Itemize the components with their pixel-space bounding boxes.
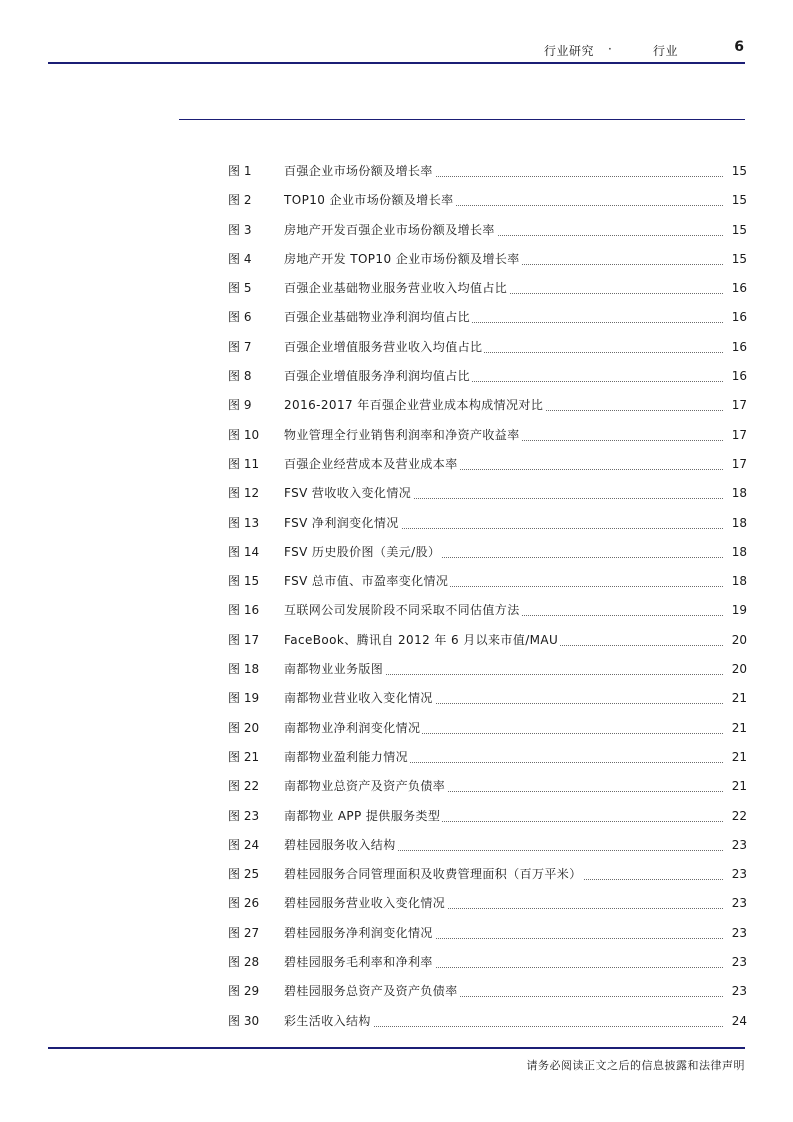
- toc-entry[interactable]: [0, 245, 793, 274]
- toc-entry[interactable]: [0, 186, 793, 215]
- toc-page-number: 16: [725, 303, 747, 332]
- toc-figure-number: 图 29: [228, 984, 260, 999]
- toc-page-number: 16: [725, 333, 747, 362]
- toc-entry[interactable]: [0, 509, 793, 538]
- toc-figure-title: FSV 营收收入变化情况: [284, 486, 412, 501]
- toc-page-number: 15: [725, 216, 747, 245]
- toc-entry[interactable]: [0, 421, 793, 450]
- toc-page-number: 21: [725, 714, 747, 743]
- page-header: [0, 36, 745, 58]
- toc-entry[interactable]: [0, 538, 793, 567]
- toc-figure-number: 图 4: [228, 251, 252, 266]
- toc-figure-number: 图 8: [228, 369, 252, 384]
- toc-page-number: 23: [725, 948, 747, 977]
- toc-entry[interactable]: [0, 567, 793, 596]
- toc-figure-title: 百强企业增值服务营业收入均值占比: [284, 339, 483, 354]
- toc-figure-title: 互联网公司发展阶段不同采取不同估值方法: [284, 603, 520, 618]
- toc-figure-number: 图 19: [228, 691, 260, 706]
- toc-page-number: 19: [725, 596, 747, 625]
- toc-page-number: 18: [725, 479, 747, 508]
- toc-entry[interactable]: [0, 831, 793, 860]
- toc-figure-number: 图 16: [228, 603, 260, 618]
- toc-figure-title: 房地产开发 TOP10 企业市场份额及增长率: [284, 251, 520, 266]
- footer-rule: [48, 1047, 745, 1049]
- page-number: 6: [734, 39, 744, 55]
- toc-page-number: 20: [725, 655, 747, 684]
- toc-page-number: 23: [725, 919, 747, 948]
- toc-entry[interactable]: [0, 479, 793, 508]
- toc-entry[interactable]: [0, 802, 793, 831]
- toc-page-number: 23: [725, 889, 747, 918]
- toc-figure-number: 图 15: [228, 574, 260, 589]
- toc-figure-number: 图 13: [228, 515, 260, 530]
- toc-page-number: 18: [725, 538, 747, 567]
- toc-figure-title: 百强企业经营成本及营业成本率: [284, 456, 458, 471]
- toc-figure-title: 碧桂园服务总资产及资产负债率: [284, 984, 458, 999]
- toc-figure-number: 图 2: [228, 193, 252, 208]
- toc-figure-number: 图 30: [228, 1013, 260, 1028]
- toc-figure-title: 碧桂园服务营业收入变化情况: [284, 896, 446, 911]
- toc-figure-title: TOP10 企业市场份额及增长率: [284, 193, 454, 208]
- toc-figure-title: 百强企业增值服务净利润均值占比: [284, 369, 471, 384]
- toc-page-number: 21: [725, 772, 747, 801]
- header-separator: ·: [608, 42, 612, 56]
- toc-figure-title: FaceBook、腾讯自 2012 年 6 月以来市值/MAU: [284, 632, 559, 647]
- toc-page-number: 16: [725, 362, 747, 391]
- toc-figure-number: 图 17: [228, 632, 260, 647]
- toc-entry[interactable]: [0, 1007, 793, 1036]
- toc-figure-number: 图 10: [228, 427, 260, 442]
- toc-figure-number: 图 5: [228, 281, 252, 296]
- toc-figure-number: 图 11: [228, 456, 260, 471]
- toc-figure-title: 南都物业总资产及资产负债率: [284, 779, 446, 794]
- toc-figure-number: 图 9: [228, 398, 252, 413]
- toc-entry[interactable]: [0, 889, 793, 918]
- toc-entry[interactable]: [0, 391, 793, 420]
- toc-figure-title: FSV 总市值、市盈率变化情况: [284, 574, 449, 589]
- toc-figure-title: FSV 净利润变化情况: [284, 515, 399, 530]
- toc-entry[interactable]: [0, 655, 793, 684]
- toc-entry[interactable]: [0, 977, 793, 1006]
- toc-figure-title: 物业管理全行业销售利润率和净资产收益率: [284, 427, 520, 442]
- header-rule: [48, 62, 745, 64]
- toc-entry[interactable]: [0, 596, 793, 625]
- toc-entry[interactable]: [0, 303, 793, 332]
- toc-figure-title: 南都物业盈利能力情况: [284, 749, 409, 764]
- toc-page-number: 15: [725, 186, 747, 215]
- toc-entry[interactable]: [0, 714, 793, 743]
- toc-figure-title: FSV 历史股价图（美元/股）: [284, 544, 441, 559]
- header-industry: 行业: [653, 44, 679, 58]
- toc-figure-title: 2016-2017 年百强企业营业成本构成情况对比: [284, 398, 544, 413]
- toc-figure-title: 百强企业基础物业服务营业收入均值占比: [284, 281, 508, 296]
- toc-figure-number: 图 6: [228, 310, 252, 325]
- toc-page-number: 23: [725, 977, 747, 1006]
- toc-entry[interactable]: [0, 216, 793, 245]
- toc-figure-title: 碧桂园服务净利润变化情况: [284, 925, 433, 940]
- toc-page-number: 15: [725, 157, 747, 186]
- toc-figure-title: 彩生活收入结构: [284, 1013, 371, 1028]
- toc-entry[interactable]: [0, 450, 793, 479]
- toc-page-number: 17: [725, 421, 747, 450]
- toc-entry[interactable]: [0, 772, 793, 801]
- toc-figure-number: 图 27: [228, 925, 260, 940]
- toc-entry[interactable]: [0, 919, 793, 948]
- toc-figure-title: 碧桂园服务合同管理面积及收费管理面积（百万平米）: [284, 867, 582, 882]
- toc-figure-number: 图 20: [228, 720, 260, 735]
- toc-figure-title: 南都物业营业收入变化情况: [284, 691, 433, 706]
- toc-page-number: 24: [725, 1007, 747, 1036]
- toc-figure-number: 图 7: [228, 339, 252, 354]
- toc-figure-number: 图 24: [228, 837, 260, 852]
- toc-figure-number: 图 23: [228, 808, 260, 823]
- toc-figure-title: 房地产开发百强企业市场份额及增长率: [284, 222, 495, 237]
- toc-top-rule: [179, 119, 745, 120]
- toc-page-number: 22: [725, 802, 747, 831]
- toc-entry[interactable]: [0, 157, 793, 186]
- toc-page-number: 16: [725, 274, 747, 303]
- toc-page-number: 18: [725, 509, 747, 538]
- toc-figure-number: 图 26: [228, 896, 260, 911]
- toc-figure-number: 图 1: [228, 164, 252, 178]
- toc-page-number: 17: [725, 391, 747, 420]
- toc-entry[interactable]: [0, 948, 793, 977]
- toc-figure-number: 图 3: [228, 222, 252, 237]
- toc-page-number: 23: [725, 860, 747, 889]
- toc-entry[interactable]: [0, 684, 793, 713]
- toc-figure-number: 图 14: [228, 544, 260, 559]
- toc-figure-number: 图 18: [228, 662, 260, 677]
- toc-page-number: 17: [725, 450, 747, 479]
- toc-page-number: 20: [725, 626, 747, 655]
- toc-page-number: 18: [725, 567, 747, 596]
- toc-figure-number: 图 22: [228, 779, 260, 794]
- toc-figure-title: 碧桂园服务毛利率和净利率: [284, 955, 433, 970]
- toc-entry[interactable]: [0, 860, 793, 889]
- toc-entry[interactable]: [0, 743, 793, 772]
- toc-entry[interactable]: [0, 362, 793, 391]
- toc-figure-title: 碧桂园服务收入结构: [284, 837, 396, 852]
- figure-list: [0, 157, 793, 1036]
- toc-figure-title: 百强企业市场份额及增长率: [284, 164, 433, 178]
- toc-figure-title: 南都物业 APP 提供服务类型: [284, 808, 441, 823]
- toc-entry[interactable]: [0, 626, 793, 655]
- header-section: 行业研究: [544, 44, 595, 58]
- toc-page-number: 21: [725, 684, 747, 713]
- toc-page-number: 15: [725, 245, 747, 274]
- toc-figure-number: 图 12: [228, 486, 260, 501]
- toc-page-number: 23: [725, 831, 747, 860]
- toc-page-number: 21: [725, 743, 747, 772]
- toc-figure-title: 百强企业基础物业净利润均值占比: [284, 310, 471, 325]
- toc-figure-number: 图 28: [228, 955, 260, 970]
- toc-figure-title: 南都物业净利润变化情况: [284, 720, 421, 735]
- toc-entry[interactable]: [0, 333, 793, 362]
- toc-figure-number: 图 25: [228, 867, 260, 882]
- toc-figure-number: 图 21: [228, 749, 260, 764]
- toc-figure-title: 南都物业业务版图: [284, 662, 384, 677]
- toc-entry[interactable]: [0, 274, 793, 303]
- footer-disclaimer: 请务必阅读正文之后的信息披露和法律声明: [526, 1059, 745, 1072]
